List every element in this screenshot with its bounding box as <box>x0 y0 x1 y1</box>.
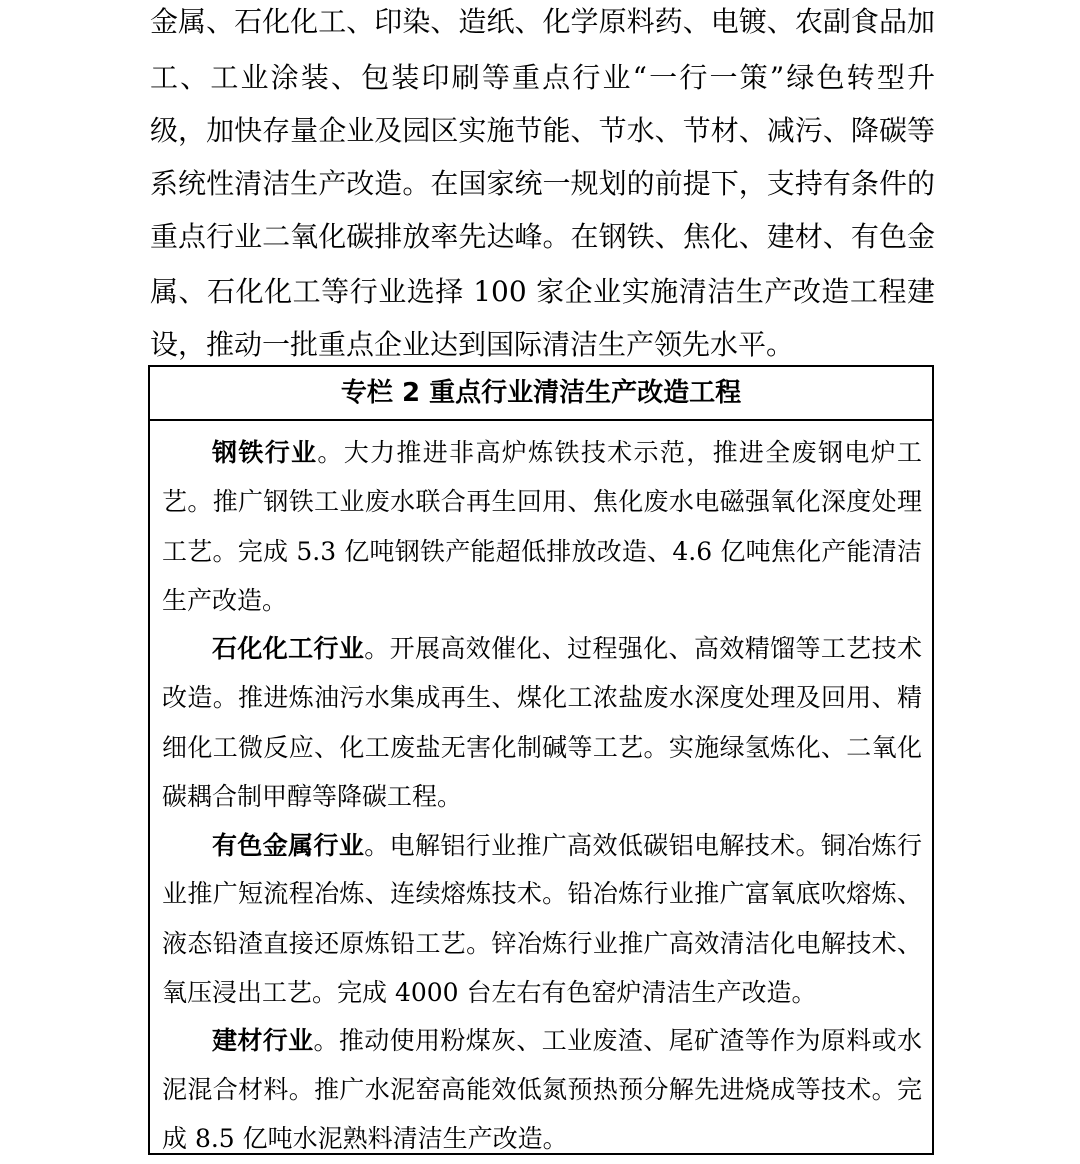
intro-line: 级，加快存量企业及园区实施节能、节水、节材、减污、降碳等 <box>150 114 935 147</box>
section-lead: 建材行业 <box>212 1026 314 1055</box>
section-line: 业推广短流程冶炼、连续熔炼技术。铅冶炼行业推广富氧底吹熔炼、 <box>162 879 922 908</box>
section-line: 碳耦合制甲醇等降碳工程。 <box>162 782 463 811</box>
section-line: 泥混合材料。推广水泥窑高能效低氮预热预分解先进烧成等技术。完 <box>162 1075 922 1104</box>
intro-line: 属、石化化工等行业选择 100 家企业实施清洁生产改造工程建 <box>150 275 935 308</box>
section-text: 。推动使用粉煤灰、工业废渣、尾矿渣等作为原料或水 <box>313 1026 922 1055</box>
section-line: 氧压浸出工艺。完成 4000 台左右有色窑炉清洁生产改造。 <box>162 978 817 1007</box>
section-line: 艺。推广钢铁工业废水联合再生回用、焦化废水电磁强氧化深度处理 <box>162 487 922 516</box>
section-text: 。大力推进非高炉炼铁技术示范，推进全废钢电炉工 <box>317 438 922 467</box>
section-first-line <box>212 1023 922 1059</box>
intro-line: 系统性清洁生产改造。在国家统一规划的前提下，支持有条件的 <box>150 167 935 200</box>
section-text: 。开展高效催化、过程强化、高效精馏等工艺技术 <box>364 634 922 663</box>
section-text: 。电解铝行业推广高效低碳铝电解技术。铜冶炼行 <box>364 831 922 860</box>
section-line: 细化工微反应、化工废盐无害化制碱等工艺。实施绿氢炼化、二氧化 <box>162 733 922 762</box>
column-box-title: 专栏 2 重点行业清洁生产改造工程 <box>150 367 932 421</box>
section-line: 工艺。完成 5.3 亿吨钢铁产能超低排放改造、4.6 亿吨焦化产能清洁 <box>162 537 922 566</box>
section-lead: 石化化工行业 <box>212 634 365 663</box>
section-line: 改造。推进炼油污水集成再生、煤化工浓盐废水深度处理及回用、精 <box>162 683 922 712</box>
intro-line: 工、工业涂装、包装印刷等重点行业“一行一策”绿色转型升 <box>150 61 935 94</box>
intro-line: 重点行业二氧化碳排放率先达峰。在钢铁、焦化、建材、有色金 <box>150 220 935 253</box>
section-line: 液态铅渣直接还原炼铅工艺。锌冶炼行业推广高效清洁化电解技术、 <box>162 929 922 958</box>
intro-line: 金属、石化化工、印染、造纸、化学原料药、电镀、农副食品加 <box>150 5 935 38</box>
column-box <box>148 365 934 1155</box>
section-lead: 有色金属行业 <box>212 831 365 860</box>
section-lead: 钢铁行业 <box>212 438 318 467</box>
section-first-line <box>212 631 922 667</box>
section-first-line <box>212 435 922 471</box>
intro-line: 设，推动一批重点企业达到国际清洁生产领先水平。 <box>150 328 795 361</box>
section-first-line <box>212 828 922 864</box>
section-line: 生产改造。 <box>162 586 288 615</box>
section-line: 成 8.5 亿吨水泥熟料清洁生产改造。 <box>162 1124 568 1153</box>
